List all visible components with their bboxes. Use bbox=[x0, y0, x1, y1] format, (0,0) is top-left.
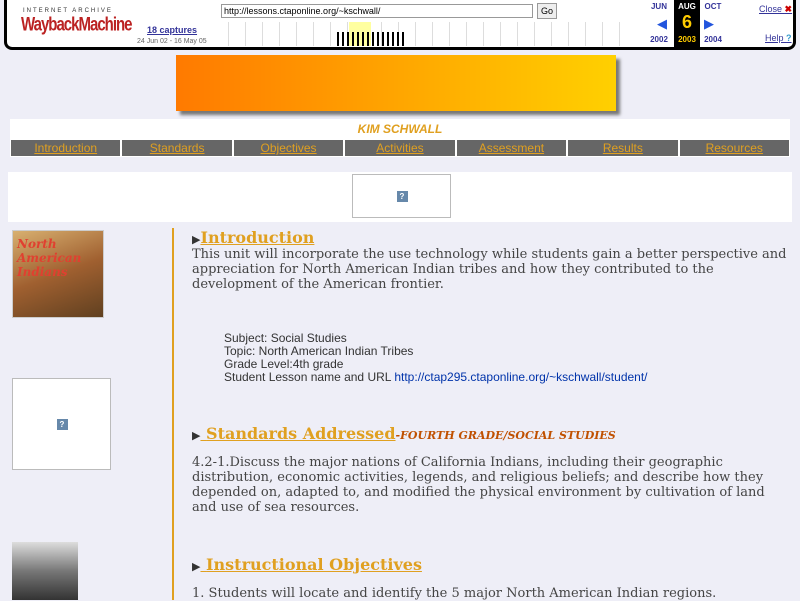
help-icon[interactable]: ? bbox=[786, 33, 792, 43]
url-input[interactable]: http://lessons.ctaponline.org/~kschwall/ bbox=[221, 4, 533, 18]
intro-heading-text[interactable]: Introduction bbox=[200, 228, 315, 247]
prev-year[interactable]: 2002 bbox=[650, 35, 668, 44]
intro-text: This unit will incorporate the use technology while students gain a better perspective and appreciation for North American Indian tribes and how they contributed to the development of the American frontier. bbox=[192, 247, 787, 292]
close-icon[interactable]: ✖ bbox=[784, 4, 793, 14]
lesson-info bbox=[224, 332, 792, 384]
captures-link[interactable]: 18 captures bbox=[147, 25, 198, 35]
divider bbox=[172, 228, 174, 600]
next-year[interactable]: 2004 bbox=[704, 35, 722, 44]
broken-image-icon: ? bbox=[397, 191, 408, 202]
help-link[interactable] bbox=[765, 33, 792, 43]
ia-label: INTERNET ARCHIVE bbox=[23, 8, 113, 14]
portrait-image bbox=[12, 542, 78, 600]
subject: Subject: Social Studies bbox=[224, 331, 347, 345]
book-title: North American Indians bbox=[17, 237, 82, 279]
next-arrow-icon[interactable]: ▶ bbox=[704, 17, 714, 32]
nav-resources[interactable]: Resources bbox=[680, 140, 789, 156]
nav-bar bbox=[10, 139, 790, 157]
nav-objectives[interactable]: Objectives bbox=[234, 140, 343, 156]
nav-results[interactable]: Results bbox=[568, 140, 677, 156]
lesson-url-link[interactable]: http://ctap295.ctaponline.org/~kschwall/student/ bbox=[394, 370, 648, 384]
broken-image bbox=[352, 174, 451, 218]
capture-range: 24 Jun 02 - 16 May 05 bbox=[137, 38, 207, 45]
close-label[interactable]: Close bbox=[759, 4, 783, 14]
nav-standards[interactable]: Standards bbox=[122, 140, 231, 156]
author-name: KIM SCHWALL bbox=[10, 119, 790, 139]
lesson-label: Student Lesson name and URL bbox=[224, 370, 395, 384]
wayback-logo[interactable]: WaybackMachine bbox=[21, 13, 132, 36]
objectives-heading-text[interactable]: Instructional Objectives bbox=[206, 555, 422, 574]
standards-subheading: -FOURTH GRADE/SOCIAL STUDIES bbox=[395, 429, 616, 442]
prev-month[interactable]: JUN bbox=[650, 2, 667, 11]
topic: Topic: North American Indian Tribes bbox=[224, 344, 414, 358]
capture-timeline[interactable] bbox=[212, 22, 632, 46]
header-banner bbox=[176, 55, 616, 111]
help-label[interactable]: Help bbox=[765, 33, 784, 43]
current-day: 6 bbox=[681, 12, 692, 32]
objective-item: 1. Students will locate and identify the 5 major North American Indian regions. bbox=[192, 586, 717, 601]
standards-heading-text[interactable]: Standards Addressed bbox=[206, 424, 396, 443]
nav-assessment[interactable]: Assessment bbox=[457, 140, 566, 156]
triangle-icon: ▶ bbox=[192, 560, 201, 573]
objectives-heading[interactable] bbox=[192, 555, 792, 574]
next-month[interactable]: OCT bbox=[704, 2, 722, 11]
nav-introduction[interactable]: Introduction bbox=[11, 140, 120, 156]
close-link[interactable] bbox=[759, 4, 792, 15]
grade-level: Grade Level:4th grade bbox=[224, 357, 344, 371]
triangle-icon: ▶ bbox=[192, 233, 201, 246]
prev-arrow-icon[interactable]: ◀ bbox=[657, 17, 667, 32]
capture-bars[interactable] bbox=[337, 32, 407, 46]
nav-activities[interactable]: Activities bbox=[345, 140, 454, 156]
standards-heading[interactable] bbox=[192, 424, 792, 443]
wayback-toolbar bbox=[4, 0, 796, 50]
go-button[interactable]: Go bbox=[537, 3, 557, 19]
standards-text: 4.2-1.Discuss the major nations of California Indians, including their geographic distribution, economic activities, legends, and religious beliefs; and describe how they depended on, adapted to, and modified the physical environment by cultivation of land and use of sea resources. bbox=[192, 455, 765, 515]
broken-image-icon: ? bbox=[57, 419, 68, 430]
main-content bbox=[192, 228, 792, 601]
book-cover-image bbox=[12, 230, 104, 318]
intro-heading[interactable] bbox=[192, 228, 792, 247]
current-month: AUG bbox=[678, 2, 696, 11]
current-year: 2003 bbox=[678, 35, 696, 44]
triangle-icon: ▶ bbox=[192, 429, 201, 442]
broken-image-side bbox=[12, 378, 111, 470]
